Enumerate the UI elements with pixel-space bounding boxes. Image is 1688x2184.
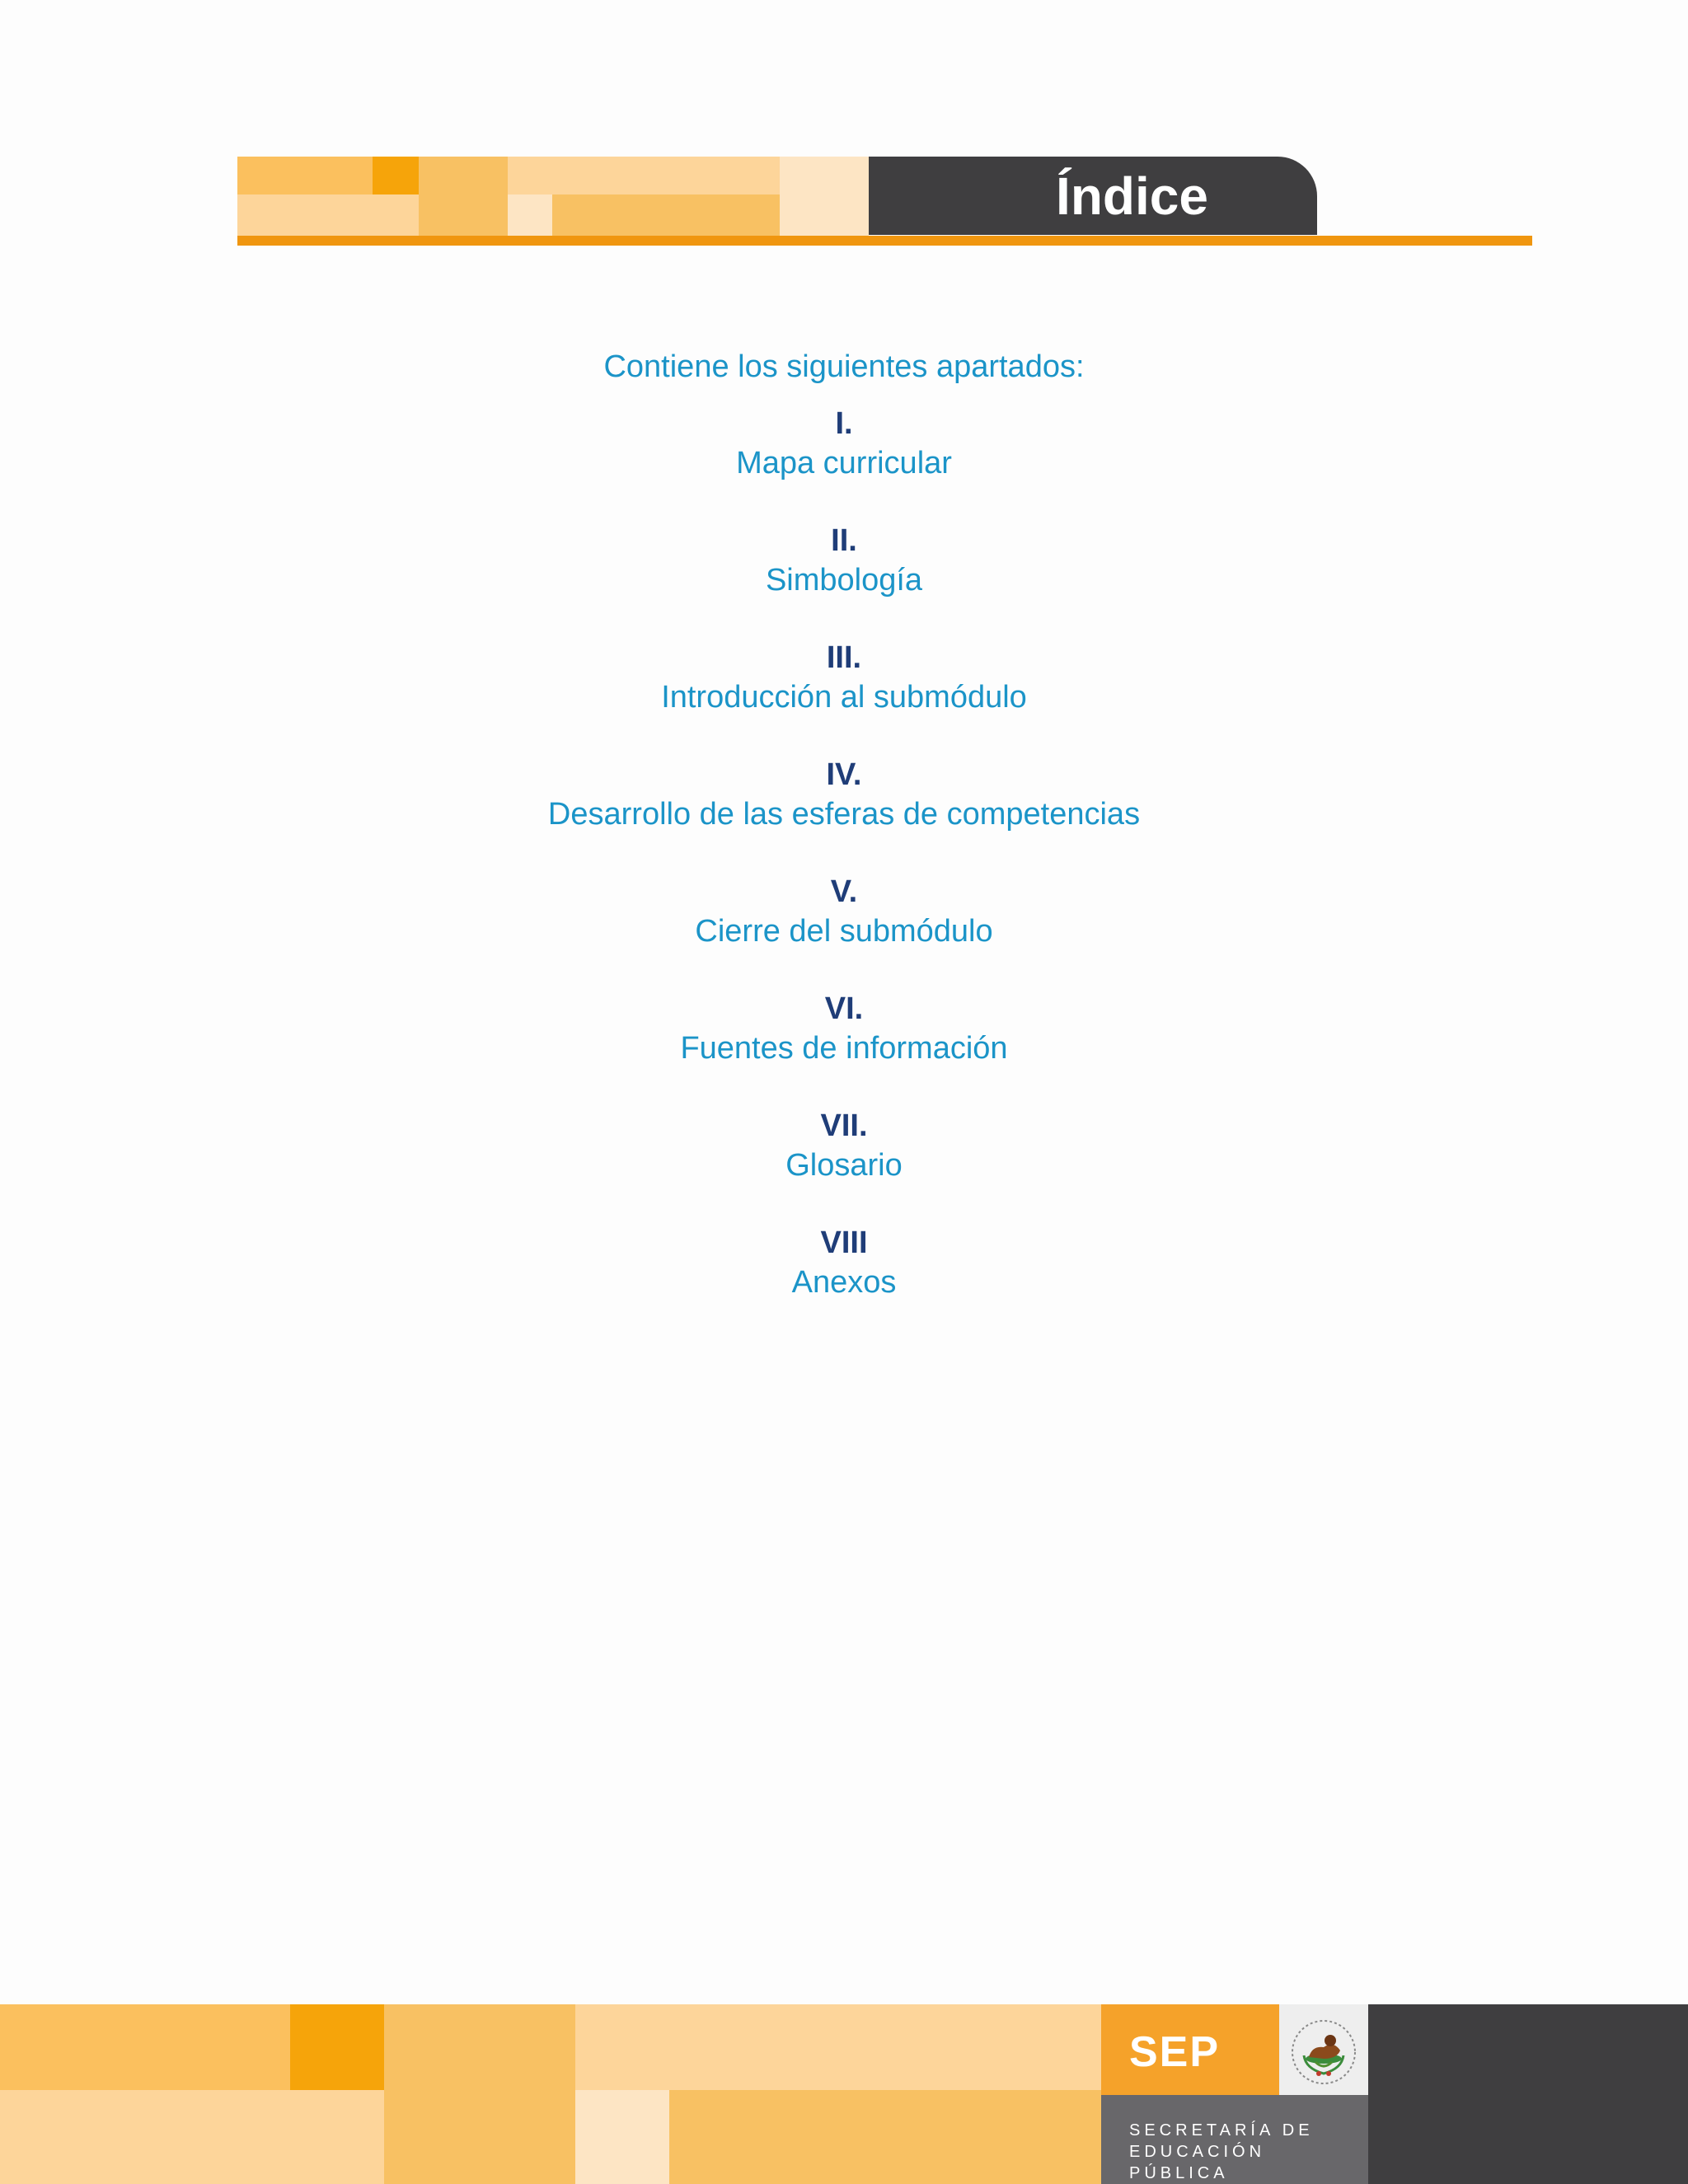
footer-block bbox=[575, 2090, 669, 2184]
institution-name: SECRETARÍA DE EDUCACIÓN PÚBLICA bbox=[1129, 2121, 1314, 2182]
index-item-number: I. bbox=[835, 406, 853, 441]
index-intro: Contiene los siguientes apartados: bbox=[603, 349, 1085, 384]
institution-box bbox=[1101, 2095, 1368, 2184]
header-block bbox=[552, 194, 780, 236]
index-item bbox=[0, 755, 1688, 834]
footer-block bbox=[0, 2090, 384, 2184]
index-item-number: V. bbox=[830, 874, 858, 909]
header-block bbox=[419, 157, 508, 236]
index-item-label: Desarrollo de las esferas de competencias bbox=[547, 797, 1141, 832]
index-item bbox=[0, 989, 1688, 1068]
index-item bbox=[0, 1106, 1688, 1185]
index-item bbox=[0, 521, 1688, 600]
index-item-label: Anexos bbox=[791, 1265, 897, 1300]
footer-block bbox=[669, 2090, 1101, 2184]
index-item-label: Cierre del submódulo bbox=[695, 914, 993, 949]
footer-block bbox=[0, 2004, 290, 2090]
header-block bbox=[508, 194, 552, 236]
page-header bbox=[0, 0, 1688, 255]
footer-block bbox=[575, 2004, 1101, 2090]
sep-logo-text: SEP bbox=[1129, 2028, 1221, 2076]
footer-block bbox=[384, 2004, 575, 2184]
index-item-label: Simbología bbox=[765, 563, 923, 598]
page-title: Índice bbox=[1056, 166, 1208, 226]
header-block bbox=[780, 157, 869, 236]
header-block bbox=[237, 157, 373, 194]
index-item bbox=[0, 404, 1688, 483]
index-item-label: Introducción al submódulo bbox=[661, 680, 1027, 715]
index-item-number: VIII bbox=[820, 1226, 868, 1260]
index-item-number: IV. bbox=[826, 757, 862, 792]
header-block bbox=[508, 157, 780, 194]
mexican-coat-of-arms-icon bbox=[1279, 2004, 1368, 2095]
header-block bbox=[373, 157, 419, 194]
page-footer bbox=[0, 2004, 1688, 2184]
title-tab bbox=[869, 157, 1317, 235]
index-item bbox=[0, 872, 1688, 951]
seal-box bbox=[1279, 2004, 1368, 2095]
index-item bbox=[0, 638, 1688, 717]
index-item bbox=[0, 1223, 1688, 1302]
index-content bbox=[0, 346, 1688, 1340]
sep-logo bbox=[1101, 2004, 1279, 2095]
index-item-number: VI. bbox=[824, 991, 864, 1026]
index-item-label: Fuentes de información bbox=[680, 1031, 1008, 1066]
index-item-number: II. bbox=[831, 523, 857, 558]
index-item-number: VII. bbox=[820, 1108, 868, 1143]
index-item-number: III. bbox=[826, 640, 862, 675]
index-item-label: Glosario bbox=[785, 1148, 903, 1183]
index-item-label: Mapa curricular bbox=[736, 446, 952, 480]
header-rule bbox=[237, 236, 1532, 246]
footer-dark-block bbox=[1368, 2004, 1688, 2184]
footer-block bbox=[290, 2004, 384, 2090]
header-block bbox=[237, 194, 419, 236]
